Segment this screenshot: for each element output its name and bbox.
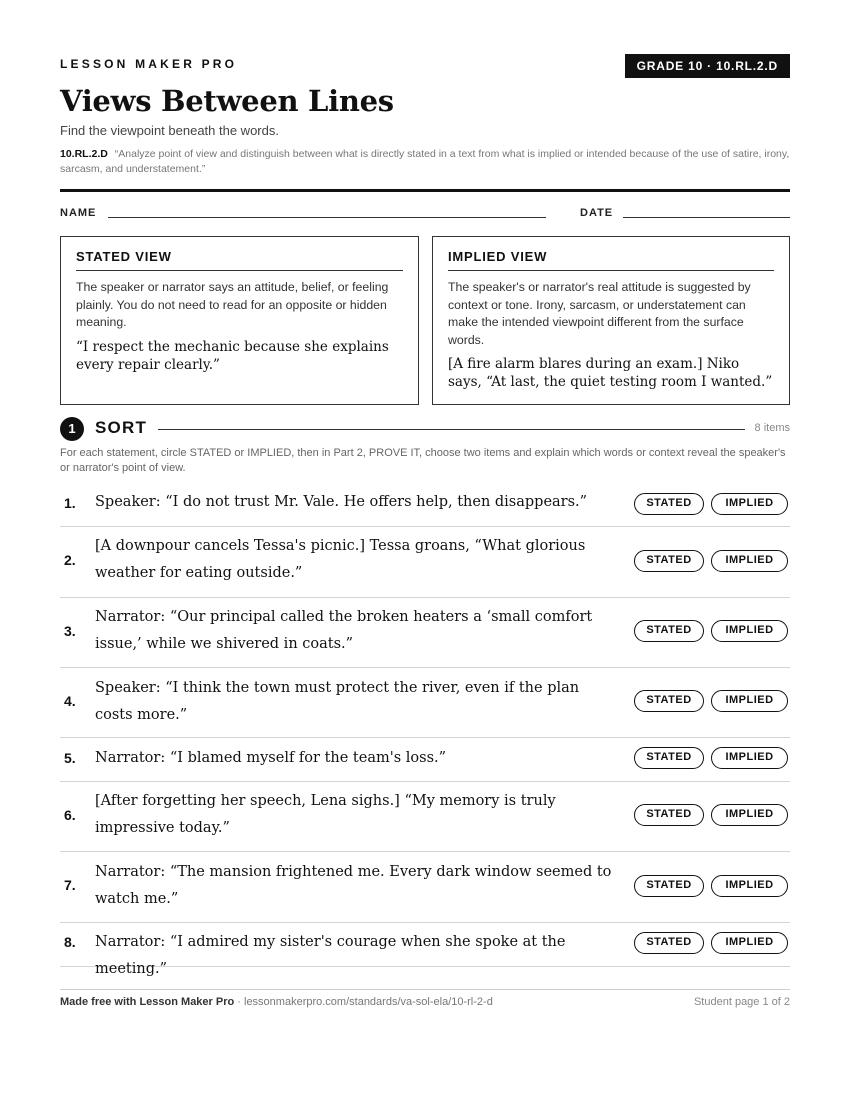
standard-code: 10.RL.2.D (60, 148, 108, 160)
list-item (60, 598, 790, 668)
item-number: 7. (64, 877, 76, 893)
list-item (60, 738, 790, 782)
brand-name: LESSON MAKER PRO (60, 57, 238, 71)
stated-option[interactable]: STATED (634, 493, 704, 515)
worksheet-title: Views Between Lines (60, 84, 394, 118)
item-text: Speaker: “I do not trust Mr. Vale. He offers help, then disappears.” (95, 494, 588, 510)
implied-option[interactable]: IMPLIED (711, 747, 788, 769)
section-title: SORT (95, 418, 148, 437)
implied-option[interactable]: IMPLIED (711, 493, 788, 515)
list-item (60, 527, 790, 598)
implied-option[interactable]: IMPLIED (711, 804, 788, 826)
standard-text: “Analyze point of view and distinguish between what is directly stated in a text from what is implied or intended because of the use of satire, irony, sarcasm, and understatement.” (60, 148, 790, 175)
page-indicator: Student page 1 of 2 (693, 996, 790, 1008)
item-text: Narrator: “I admired my sister's courage when she spoke at the meeting.” (95, 934, 566, 977)
footer-divider (60, 989, 790, 990)
worksheet-subtitle: Find the viewpoint beneath the words. (60, 123, 279, 138)
item-number: 1. (64, 495, 76, 511)
header-divider (60, 189, 790, 192)
stated-view-box (60, 236, 419, 405)
item-text: Narrator: “I blamed myself for the team's loss.” (95, 750, 447, 766)
stated-view-example: “I respect the mechanic because she explains every repair clearly.” (76, 338, 389, 373)
date-label: DATE (580, 207, 614, 219)
implied-option[interactable]: IMPLIED (711, 932, 788, 954)
item-count: 8 items (754, 422, 790, 434)
list-item (60, 668, 790, 738)
name-field[interactable] (108, 217, 546, 218)
section-number: 1 (60, 417, 84, 441)
item-number: 6. (64, 807, 76, 823)
item-text: [After forgetting her speech, Lena sighs.] “My memory is truly impressive today.” (95, 793, 556, 836)
list-item (60, 923, 790, 977)
stated-option[interactable]: STATED (634, 747, 704, 769)
stated-option[interactable]: STATED (634, 932, 704, 954)
footer-url: · lessonmakerpro.com/standards/va-sol-ela/10-rl-2-d (234, 996, 493, 1008)
name-label: NAME (60, 207, 97, 219)
stated-option[interactable]: STATED (634, 875, 704, 897)
list-item (60, 852, 790, 923)
list-item (60, 482, 790, 527)
grade-badge: GRADE 10 · 10.RL.2.D (625, 54, 790, 78)
implied-view-heading: IMPLIED VIEW (448, 249, 774, 271)
standard-description (60, 147, 790, 177)
item-number: 2. (64, 552, 76, 568)
item-number: 3. (64, 623, 76, 639)
stated-option[interactable]: STATED (634, 620, 704, 642)
stated-view-description: The speaker or narrator says an attitude, belief, or feeling plainly. You do not need to read for an opposite or hidden meaning. (76, 280, 389, 329)
implied-view-box (432, 236, 790, 405)
stated-view-heading: STATED VIEW (76, 249, 403, 271)
list-item (60, 782, 790, 852)
stated-option[interactable]: STATED (634, 804, 704, 826)
section-instructions: For each statement, circle STATED or IMPLIED, then in Part 2, PROVE IT, choose two items and explain which words or context reveal the speaker's or narrator's point of view. (60, 447, 786, 474)
implied-option[interactable]: IMPLIED (711, 690, 788, 712)
item-text: Speaker: “I think the town must protect the river, even if the plan costs more.” (95, 680, 580, 723)
footer-made-with: Made free with Lesson Maker Pro (60, 996, 235, 1008)
implied-option[interactable]: IMPLIED (711, 620, 788, 642)
implied-view-description: The speaker's or narrator's real attitude is suggested by context or tone. Irony, sarcasm, or understatement can make the intended viewpoint different from the surface words. (448, 280, 751, 347)
implied-option[interactable]: IMPLIED (711, 875, 788, 897)
stated-option[interactable]: STATED (634, 690, 704, 712)
item-text: [A downpour cancels Tessa's picnic.] Tessa groans, “What glorious weather for eating outside.” (95, 538, 586, 581)
date-field[interactable] (623, 217, 790, 218)
implied-view-example: [A fire alarm blares during an exam.] Niko says, “At last, the quiet testing room I wanted.” (448, 356, 773, 390)
stated-option[interactable]: STATED (634, 550, 704, 572)
footer-credit (60, 996, 493, 1008)
item-number: 4. (64, 693, 76, 709)
section-divider (158, 429, 745, 430)
item-text: Narrator: “The mansion frightened me. Every dark window seemed to watch me.” (95, 864, 612, 907)
item-number: 8. (64, 934, 76, 950)
item-text: Narrator: “Our principal called the broken heaters a ‘small comfort issue,’ while we shivered in coats.” (95, 609, 593, 652)
item-number: 5. (64, 750, 76, 766)
implied-option[interactable]: IMPLIED (711, 550, 788, 572)
